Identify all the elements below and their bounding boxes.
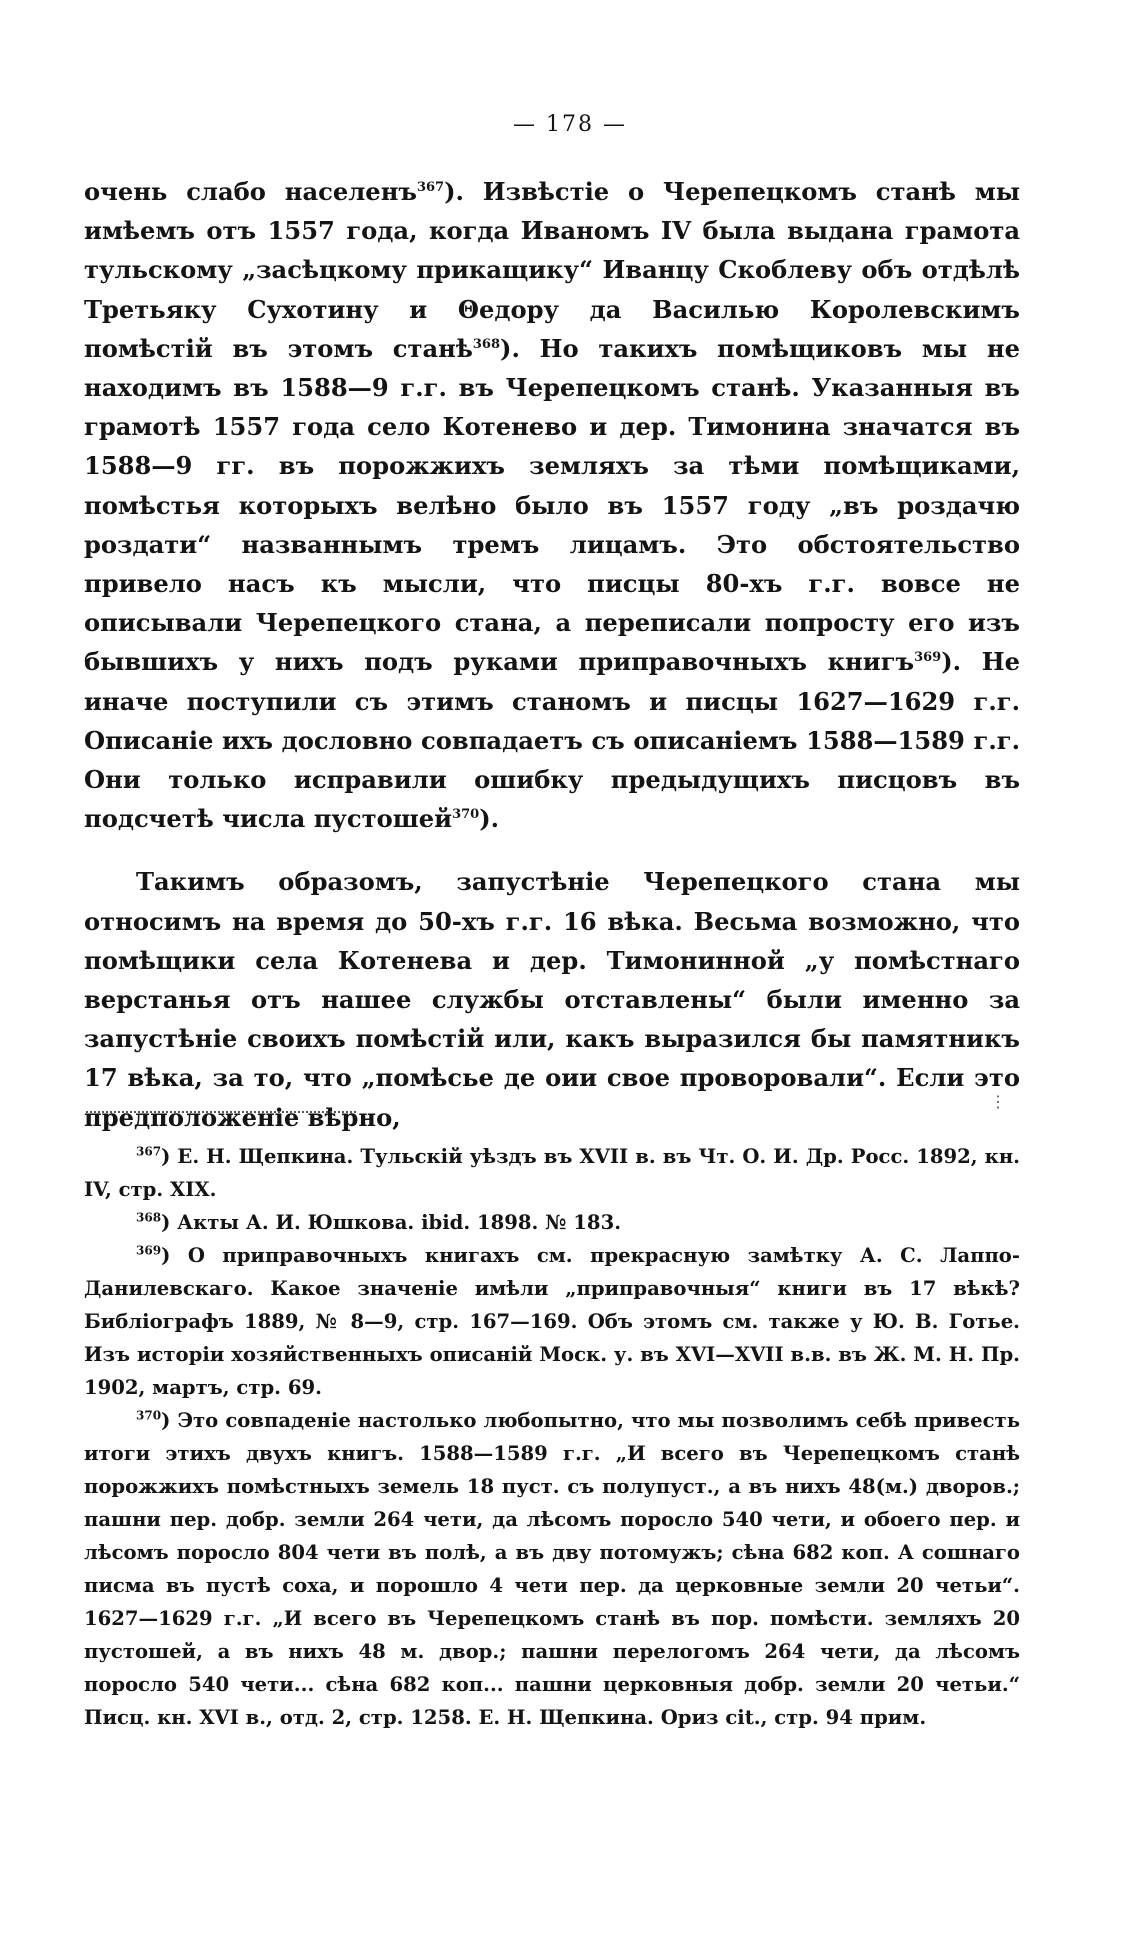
- footnote-369: [84, 1239, 1020, 1404]
- footnote-text: ) О приправочныхъ книгахъ см. прекрасную замѣтку А. С. Лаппо-Данилевскаго. Какое значеніе имѣли „приправочныя“ книги въ 17 вѣкѣ? Библіографъ 1889, № 8—9, стр. 167—169. Объ этомъ см. также у Ю. В. Готье. Изъ исторіи хозяйственныхъ описаній Моск. у. въ XVI—XVII в.в. въ Ж. М. Н. Пр. 1902, мартъ, стр. 69.: [84, 1244, 1020, 1399]
- footnote-text: ) Е. Н. Щепкина. Тульскій уѣздъ въ XVII в. въ Чт. О. И. Др. Росс. 1892, кн. IV, стр. XIX.: [84, 1145, 1020, 1201]
- footnote-370: [84, 1404, 1020, 1734]
- footnote-ref-370: 370: [452, 807, 480, 823]
- separator-mark: ⋮: [990, 1092, 1006, 1111]
- paragraph-1: [84, 172, 1020, 838]
- paragraph-1-text: ). Извѣстіе о Черепецкомъ станѣ мы имѣемъ отъ 1557 года, когда Иваномъ IV была выдана грамота тульскому „засѣцкому прикащику“ Иванцу Скоблеву объ отдѣлѣ Третьяку Сухотину и Θедору да Василью Королевскимъ помѣстій въ этомъ станѣ: [84, 177, 1020, 363]
- paragraph-1-text: очень слабо населенъ: [84, 177, 417, 206]
- footnote-separator: [86, 1111, 356, 1113]
- paragraph-1-text: ). Не иначе поступили съ этимъ станомъ и писцы 1627—1629 г.г. Описаніе ихъ дословно совпадаетъ съ описаніемъ 1588—1589 г.г. Они только исправили ошибку предыдущихъ писцовъ въ подсчетѣ числа пустошей: [84, 647, 1020, 834]
- paragraph-2: Такимъ образомъ, запустѣніе Черепецкого стана мы относимъ на время до 50-хъ г.г. 16 вѣка. Весьма возможно, что помѣщики села Котенева и дер. Тимонинной „у помѣстнаго верстанья отъ нашее службы отставлены“ были именно за запустѣніе своихъ помѣстій или, какъ выразился бы памятникъ 17 вѣка, за то, что „помѣсье де оии свое проворовали“. Если это предположеніе вѣрно,: [84, 867, 1020, 1132]
- footnote-ref-368: 368: [472, 336, 500, 352]
- footnote-text: ) Это совпаденіе настолько любопытно, что мы позволимъ себѣ привесть итоги этихъ двухъ книгъ. 1588—1589 г.г. „И всего въ Черепецкомъ станѣ порожжихъ помѣстныхъ земель 18 пуст. съ полупуст., а въ нихъ 48(м.) дворов.; пашни пер. добр. земли 264 чети, да лѣсомъ поросло 540 чети, и обоего пер. и лѣсомъ поросло 804 чети въ полѣ, а въ дву потомужъ; сѣна 682 коп. А сошнаго писма въ пустѣ соха, и порошло 4 чети пер. да церковные земли 20 четьи“. 1627—1629 г.г. „И всего въ Черепецкомъ станѣ въ пор. помѣсти. земляхъ 20 пустошей, а въ нихъ 48 м. двор.; пашни перелогомъ 264 чети, да лѣсомъ поросло 540 чети... сѣна 682 коп... пашни церковныя добр. земли 20 четьи.“ Писц. кн. XVI в., отд. 2, стр. 1258. Е. Н. Щепкина. Ориз cit., стр. 94 прим.: [84, 1409, 1020, 1729]
- footnote-ref-369: 369: [914, 650, 942, 666]
- footnote-number: 370: [136, 1408, 162, 1423]
- footnote-368: [84, 1206, 1020, 1239]
- footnotes: [84, 1140, 1020, 1734]
- page-number: — 178 —: [513, 112, 627, 137]
- footnote-367: [84, 1140, 1020, 1206]
- footnote-number: 369: [136, 1243, 162, 1258]
- footnote-number: 368: [136, 1210, 162, 1225]
- footnote-text: ) Акты А. И. Юшкова. ibid. 1898. № 183.: [161, 1211, 622, 1234]
- paragraph-1-text: ). Но такихъ помѣщиковъ мы не находимъ въ 1588—9 г.г. въ Черепецкомъ станѣ. Указанныя въ грамотѣ 1557 года село Котенево и дер. Тимонина значатся въ 1588—9 гг. въ порожжихъ земляхъ за тѣми помѣщиками, помѣстья которыхъ велѣно было въ 1557 году „въ роздачю роздати“ названнымъ тремъ лицамъ. Это обстоятельство привело насъ къ мысли, что писцы 80-хъ г.г. вовсе не описывали Черепецкого стана, а переписали попросту его изъ бывшихъ у нихъ подъ руками приправочныхъ книгъ: [84, 333, 1020, 677]
- paragraph-1-text: ).: [479, 804, 500, 834]
- main-text: [84, 172, 1020, 1137]
- footnote-ref-367: 367: [416, 179, 445, 195]
- footnote-number: 367: [136, 1144, 162, 1159]
